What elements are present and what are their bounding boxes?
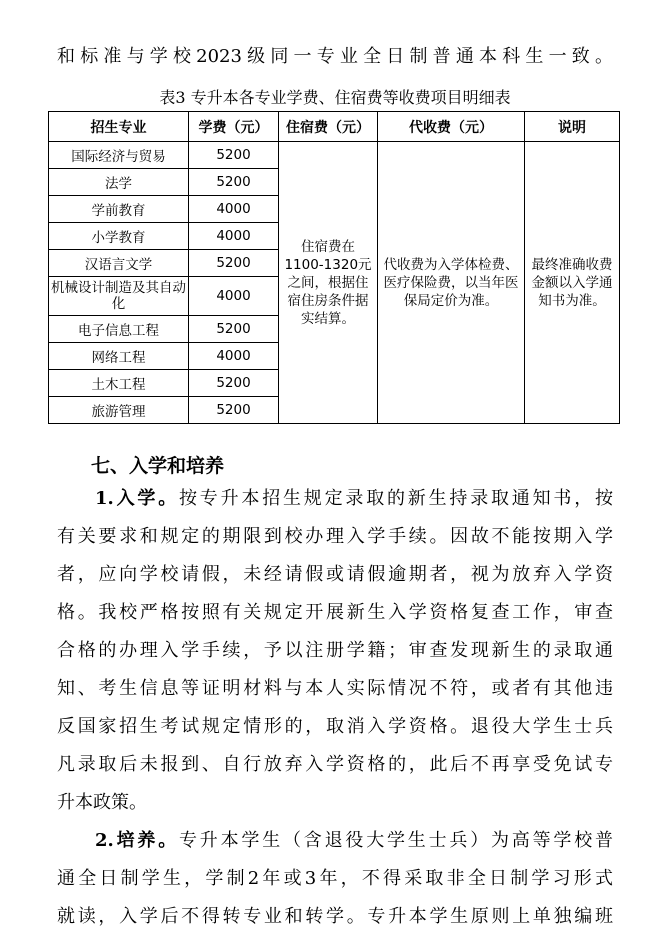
- paragraph-text: 专升本学生（含退役大学生士兵）为高等学校普: [179, 830, 614, 851]
- paragraph-line: 反国家招生考试规定情形的，取消入学资格。退役大学生士兵: [57, 716, 613, 737]
- fee-table: [48, 111, 620, 424]
- continued-text-line: 和标准与学校2023级同一专业全日制普通本科生一致。: [57, 46, 613, 67]
- major-cell: 小学教育: [49, 223, 189, 250]
- paragraph-line: [95, 831, 613, 851]
- header-note: 说明: [525, 112, 620, 142]
- tuition-cell: 4000: [189, 277, 279, 316]
- paragraph-line: 凡录取后未报到、自行放弃入学资格的，此后不再享受免试专: [57, 754, 613, 775]
- tuition-cell: 5200: [189, 169, 279, 196]
- major-cell: 网络工程: [49, 343, 189, 370]
- tuition-cell: 4000: [189, 223, 279, 250]
- header-accommodation: 住宿费（元）: [279, 112, 378, 142]
- paragraph-line: [95, 489, 613, 509]
- section-heading: 七、入学和培养: [91, 455, 225, 477]
- major-cell: 汉语言文学: [49, 250, 189, 277]
- major-cell: 学前教育: [49, 196, 189, 223]
- paragraph-line: 通全日制学生，学制2年或3年，不得采取非全日制学习形式: [57, 868, 613, 889]
- accommodation-cell: 住宿费在1100-1320元之间，根据住宿住房条件据实结算。: [279, 142, 378, 424]
- major-cell: 机械设计制造及其自动化: [49, 277, 189, 316]
- paragraph-text: 按专升本招生规定录取的新生持录取通知书，按: [179, 488, 614, 509]
- table-header-row: [49, 112, 620, 142]
- tuition-cell: 5200: [189, 370, 279, 397]
- tuition-cell: 5200: [189, 142, 279, 169]
- major-cell: 土木工程: [49, 370, 189, 397]
- tuition-cell: 5200: [189, 397, 279, 424]
- paragraph-line: 格。我校严格按照有关规定开展新生入学资格复查工作，审查: [57, 602, 613, 623]
- header-major: 招生专业: [49, 112, 189, 142]
- paragraph-line: 升本政策。: [57, 792, 147, 813]
- table-row: [49, 142, 620, 169]
- paragraph-line: 者，应向学校请假，未经请假或请假逾期者，视为放弃入学资: [57, 564, 613, 585]
- tuition-cell: 5200: [189, 250, 279, 277]
- table-caption: 表3 专升本各专业学费、住宿费等收费项目明细表: [159, 88, 511, 107]
- collected-fee-cell: 代收费为入学体检费、医疗保险费，以当年医保局定价为准。: [378, 142, 525, 424]
- tuition-cell: 4000: [189, 196, 279, 223]
- paragraph-line: 知、考生信息等证明材料与本人实际情况不符，或者有其他违: [57, 678, 613, 699]
- paragraph-lead: 2.培养。: [95, 830, 179, 851]
- paragraph-line: 就读，入学后不得转专业和转学。专升本学生原则上单独编班: [57, 906, 613, 927]
- paragraph-line: 有关要求和规定的期限到校办理入学手续。因故不能按期入学: [57, 526, 613, 547]
- major-cell: 旅游管理: [49, 397, 189, 424]
- header-collected-fee: 代收费（元）: [378, 112, 525, 142]
- paragraph-lead: 1.入学。: [95, 488, 179, 509]
- tuition-cell: 5200: [189, 316, 279, 343]
- header-tuition: 学费（元）: [189, 112, 279, 142]
- note-cell: 最终准确收费金额以入学通知书为准。: [525, 142, 620, 424]
- major-cell: 国际经济与贸易: [49, 142, 189, 169]
- tuition-cell: 4000: [189, 343, 279, 370]
- major-cell: 电子信息工程: [49, 316, 189, 343]
- major-cell: 法学: [49, 169, 189, 196]
- paragraph-line: 合格的办理入学手续，予以注册学籍；审查发现新生的录取通: [57, 640, 613, 661]
